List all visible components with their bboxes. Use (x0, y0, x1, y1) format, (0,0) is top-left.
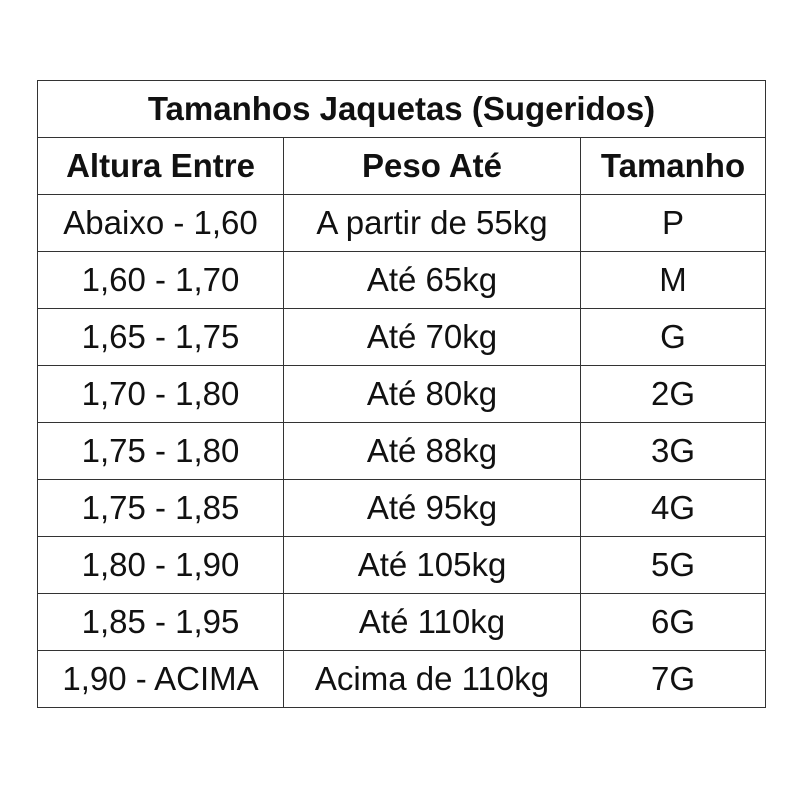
cell-peso: A partir de 55kg (284, 195, 581, 252)
header-altura: Altura Entre (38, 138, 284, 195)
cell-altura: Abaixo - 1,60 (38, 195, 284, 252)
header-peso: Peso Até (284, 138, 581, 195)
header-row (38, 138, 766, 195)
table-title: Tamanhos Jaquetas (Sugeridos) (38, 81, 766, 138)
cell-tamanho: G (581, 309, 766, 366)
table-row (38, 480, 766, 537)
table-row (38, 594, 766, 651)
cell-altura: 1,60 - 1,70 (38, 252, 284, 309)
table-row (38, 195, 766, 252)
cell-altura: 1,75 - 1,85 (38, 480, 284, 537)
cell-altura: 1,90 - ACIMA (38, 651, 284, 708)
cell-altura: 1,85 - 1,95 (38, 594, 284, 651)
cell-peso: Até 88kg (284, 423, 581, 480)
cell-tamanho: 3G (581, 423, 766, 480)
cell-peso: Até 80kg (284, 366, 581, 423)
cell-tamanho: 6G (581, 594, 766, 651)
table-row (38, 537, 766, 594)
cell-peso: Até 105kg (284, 537, 581, 594)
cell-tamanho: M (581, 252, 766, 309)
cell-altura: 1,70 - 1,80 (38, 366, 284, 423)
size-chart-table (37, 80, 766, 708)
cell-peso: Até 110kg (284, 594, 581, 651)
cell-tamanho: P (581, 195, 766, 252)
cell-altura: 1,75 - 1,80 (38, 423, 284, 480)
cell-peso: Até 95kg (284, 480, 581, 537)
table-row (38, 252, 766, 309)
cell-tamanho: 5G (581, 537, 766, 594)
cell-peso: Até 65kg (284, 252, 581, 309)
table-row (38, 366, 766, 423)
title-row (38, 81, 766, 138)
cell-tamanho: 2G (581, 366, 766, 423)
table-row (38, 309, 766, 366)
table-body (38, 195, 766, 708)
header-tamanho: Tamanho (581, 138, 766, 195)
table-row (38, 423, 766, 480)
table-row (38, 651, 766, 708)
cell-peso: Acima de 110kg (284, 651, 581, 708)
cell-tamanho: 4G (581, 480, 766, 537)
cell-altura: 1,65 - 1,75 (38, 309, 284, 366)
cell-altura: 1,80 - 1,90 (38, 537, 284, 594)
cell-peso: Até 70kg (284, 309, 581, 366)
cell-tamanho: 7G (581, 651, 766, 708)
